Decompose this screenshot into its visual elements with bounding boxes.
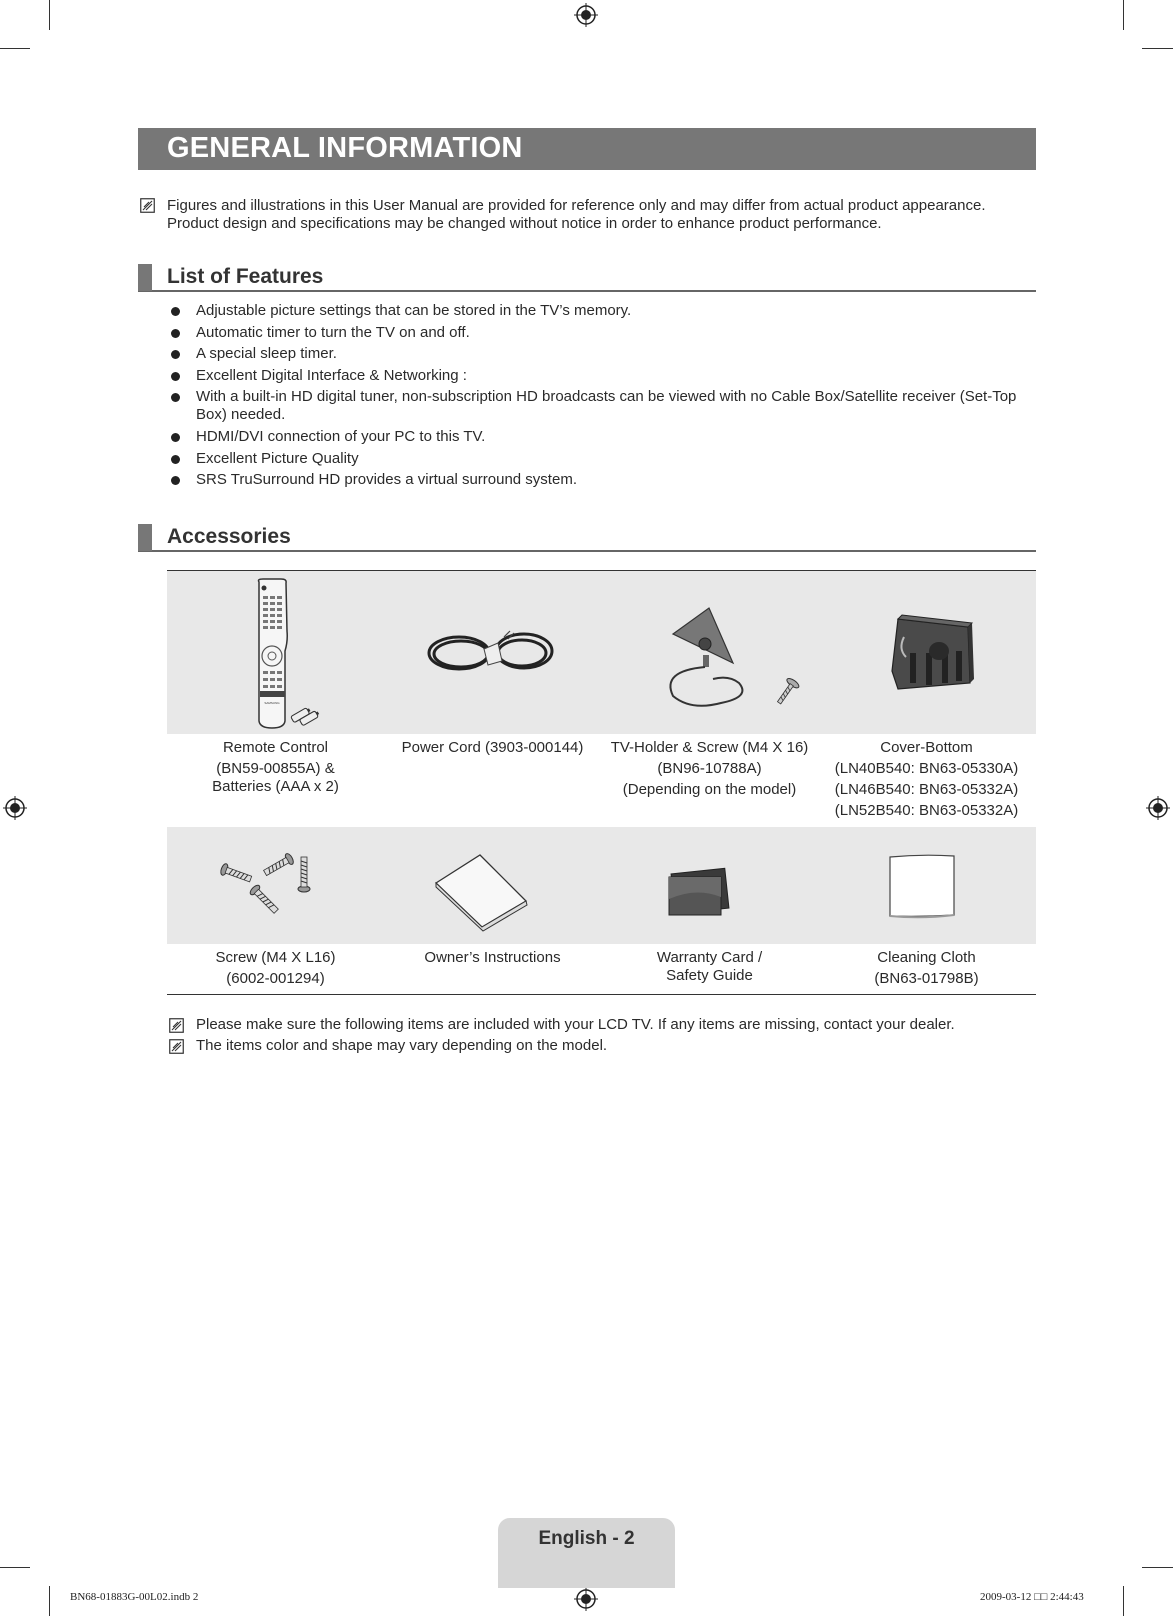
warranty-card-caption: Warranty Card / Safety Guide	[656, 949, 763, 984]
crop-mark	[1142, 1567, 1173, 1568]
screw-caption: Screw (M4 X L16) (6002-001294)	[215, 949, 336, 987]
tv-holder-caption: TV-Holder & Screw (M4 X 16) (BN96-10788A) (Depending on the model)	[610, 739, 809, 798]
features-heading: List of Features	[167, 265, 324, 288]
owners-instructions-caption: Owner’s Instructions	[424, 949, 561, 966]
print-timestamp: 2009-03-12 □□ 2:44:43	[980, 1591, 1084, 1603]
accessories-section-header	[138, 524, 1036, 552]
registration-mark-icon	[574, 1587, 598, 1611]
accessories-image-row	[167, 571, 1036, 734]
list-item: Excellent Digital Interface & Networking :	[166, 367, 1036, 385]
features-list	[166, 302, 1036, 493]
page-number-tab	[498, 1518, 675, 1588]
list-item: Automatic timer to turn the TV on and off.	[166, 324, 1036, 342]
warranty-card-image	[601, 827, 818, 944]
cleaning-cloth-image	[818, 827, 1035, 944]
page-title-banner	[138, 128, 1036, 170]
section-marker	[138, 524, 152, 551]
bullet-icon	[171, 393, 180, 402]
intro-note-line-1: Figures and illustrations in this User Manual are provided for reference only and may differ from actual product appearance.	[167, 197, 986, 214]
list-item: Adjustable picture settings that can be stored in the TV’s memory.	[166, 302, 1036, 320]
crop-mark	[0, 1567, 30, 1568]
cover-bottom-image	[818, 571, 1035, 734]
crop-mark	[1123, 0, 1124, 30]
power-cord-caption: Power Cord (3903-000144)	[401, 739, 584, 756]
crop-mark	[49, 1586, 50, 1616]
registration-mark-icon	[574, 3, 598, 27]
section-marker	[138, 264, 152, 291]
bullet-icon	[171, 433, 180, 442]
page-title: GENERAL INFORMATION	[167, 132, 523, 164]
bullet-icon	[171, 372, 180, 381]
note-icon	[169, 1018, 184, 1033]
remote-control-image	[167, 571, 384, 734]
bullet-icon	[171, 476, 180, 485]
registration-mark-icon	[1146, 796, 1170, 820]
page-number: English - 2	[538, 1528, 635, 1549]
cover-bottom-caption: Cover-Bottom (LN40B540: BN63-05330A) (LN46B540: BN63-05332A) (LN52B540: BN63-05332A)	[834, 739, 1019, 819]
list-item: HDMI/DVI connection of your PC to this TV.	[166, 428, 1036, 446]
owners-instructions-image	[384, 827, 601, 944]
crop-mark	[1142, 48, 1173, 49]
power-cord-image	[384, 571, 601, 734]
bullet-icon	[171, 307, 180, 316]
remote-control-caption: Remote Control (BN59-00855A) & Batteries (AAA x 2)	[212, 739, 339, 795]
tv-holder-image	[601, 571, 818, 734]
registration-mark-icon	[3, 796, 27, 820]
note-icon	[169, 1039, 184, 1054]
list-item: Excellent Picture Quality	[166, 450, 1036, 468]
list-item: A special sleep timer.	[166, 345, 1036, 363]
crop-mark	[0, 48, 30, 49]
note-icon	[140, 198, 155, 213]
bullet-icon	[171, 455, 180, 464]
accessories-image-row	[167, 827, 1036, 944]
accessories-heading: Accessories	[167, 525, 291, 548]
accessories-table	[167, 570, 1036, 995]
accessories-note-2: The items color and shape may vary depending on the model.	[196, 1037, 608, 1054]
list-item: With a built-in HD digital tuner, non-subscription HD broadcasts can be viewed with no Cable Box/Satellite receiver (Set-Top Box) needed.	[166, 388, 1036, 424]
bullet-icon	[171, 350, 180, 359]
remote-brand-label: SAMSUNG	[264, 701, 280, 705]
accessories-note-1: Please make sure the following items are included with your LCD TV. If any items are missing, contact your dealer.	[196, 1016, 955, 1033]
features-section-header	[138, 264, 1036, 292]
intro-note-line-2: Product design and specifications may be changed without notice in order to enhance product performance.	[167, 215, 882, 232]
bullet-icon	[171, 329, 180, 338]
list-item: SRS TruSurround HD provides a virtual surround system.	[166, 471, 1036, 489]
file-slug: BN68-01883G-00L02.indb 2	[70, 1591, 199, 1603]
cleaning-cloth-caption: Cleaning Cloth (BN63-01798B)	[874, 949, 979, 987]
crop-mark	[49, 0, 50, 30]
screws-image	[167, 827, 384, 944]
crop-mark	[1123, 1586, 1124, 1616]
